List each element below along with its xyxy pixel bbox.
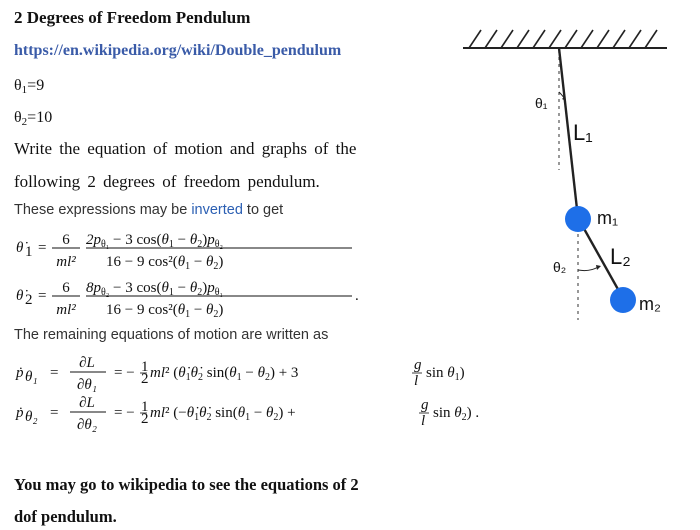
footer-line-1: You may go to wikipedia to see the equations of 2 [14,475,359,494]
theta1-symbol: θ [14,77,22,94]
expressions-intro-after: to get [242,202,284,218]
svg-text:ṗ: ṗ [16,365,24,381]
svg-text:ml²: ml² [56,254,76,270]
svg-text:.: . [355,288,359,304]
svg-text:sin θ1): $\sin \theta_1$) [426,365,465,383]
theta-dot-equations [10,222,360,322]
svg-text:g: g [421,397,429,413]
footer-line-2: dof pendulum. [14,507,117,526]
svg-text:θ̇: θ̇ [16,240,24,256]
theta2-arrowhead [596,265,601,270]
svg-text:=: = [50,365,59,381]
theta2-arc [578,267,598,271]
theta2-dot-equation [16,280,359,320]
double-pendulum-diagram [455,20,685,330]
theta1-label: θ₁ [535,95,548,111]
theta2-index: 2 [21,116,28,128]
svg-text:ml² (θ̇1θ̇2 sin(θ1 − θ2) + 3: ml² ($\thetȧ_1\thetȧ_2$ $\sin(\theta_1 - \theta_2) + 3$ [150,365,299,383]
L1-label: L₁ [573,120,593,145]
svg-text:∂L: ∂L [79,355,95,371]
theta2-given [14,109,52,128]
svg-text:θ₁: θ₁ [25,369,38,385]
theta2-label: θ₂ [553,259,567,275]
svg-text:2: 2 [25,292,33,308]
svg-text:= −: = − [114,405,135,421]
m1-label: m₁ [597,208,619,228]
svg-text:8pθ₂ − 3 cos(θ1 − θ2)pθ₁: $8p_{\theta_2} - 3$ $\cos(\theta_1 - \theta_2)p_{\theta_1}$ [86,280,223,298]
svg-text:l: l [414,373,419,389]
theta1-value: =9 [27,77,45,94]
svg-text:g: g [414,357,422,373]
svg-text:= −: = − [114,365,135,381]
theta1-dot-equation [16,232,352,272]
L2-label: L₂ [610,244,631,269]
svg-text:2pθ₁ − 3 cos(θ1 − θ2)pθ₂: $2p_{\theta_1} - 3$ $\cos(\theta_1 - \theta_2)p_{\theta_2}$ [86,232,223,250]
expressions-intro [14,202,283,218]
svg-text:6: 6 [62,280,70,296]
page-title: 2 Degrees of Freedom Pendulum [14,8,251,27]
svg-text:l: l [421,413,426,429]
svg-text:∂L: ∂L [79,395,95,411]
svg-text:θ₂: θ₂ [25,409,38,425]
svg-text:ml²: ml² [56,302,76,318]
momentum-equations [10,347,540,437]
p-theta1-dot-equation [15,355,465,393]
m2-label: m₂ [639,294,661,314]
svg-text:1: 1 [141,399,149,415]
p-theta2-dot-equation [15,395,479,433]
inverted-link[interactable]: inverted [191,202,243,218]
svg-text:2: 2 [141,411,149,427]
svg-text:16 − 9 cos²(θ1 − θ2): 16 − 9 $\cos^2(\theta_1 - \theta_2)$ [106,254,224,272]
svg-text:∂θ₂: ∂θ₂ [77,417,97,433]
svg-text:ml² (−θ̇1θ̇2 sin(θ1 − θ2) +: ml² ($-\thetȧ_1\thetȧ_2$ $\sin(\theta_1 - \theta_2)$ + [150,405,296,423]
svg-text:2: 2 [141,371,149,387]
question-line-1: Write the equation of motion and graphs of the [14,139,357,158]
svg-text:ṗ: ṗ [16,405,24,421]
svg-text:16 − 9 cos²(θ1 − θ2): 16 − 9 $\cos^2(\theta_1 - \theta_2)$ [106,302,224,320]
theta2-value: =10 [27,109,53,126]
svg-text:=: = [38,240,47,256]
svg-text:∂θ₁: ∂θ₁ [77,377,97,393]
svg-text:1: 1 [25,244,33,260]
svg-text:6: 6 [62,232,70,248]
theta1-index: 1 [21,84,28,96]
theta1-given [14,77,44,96]
ceiling-hatching [469,30,657,48]
expressions-intro-before: These expressions may be [14,202,192,218]
svg-text:=: = [50,405,59,421]
theta2-symbol: θ [14,109,22,126]
svg-text:=: = [38,288,47,304]
mass-m2 [610,287,636,313]
mass-m1 [565,206,591,232]
question-line-2: following 2 degrees of freedom pendulum. [14,172,320,191]
remaining-intro: The remaining equations of motion are written as [14,327,329,343]
svg-text:sin θ2) .: $\sin \theta_2$) . [433,405,480,423]
svg-text:1: 1 [141,359,149,375]
wikipedia-link[interactable]: https://en.wikipedia.org/wiki/Double_pendulum [14,42,342,59]
svg-text:θ̇: θ̇ [16,288,24,304]
